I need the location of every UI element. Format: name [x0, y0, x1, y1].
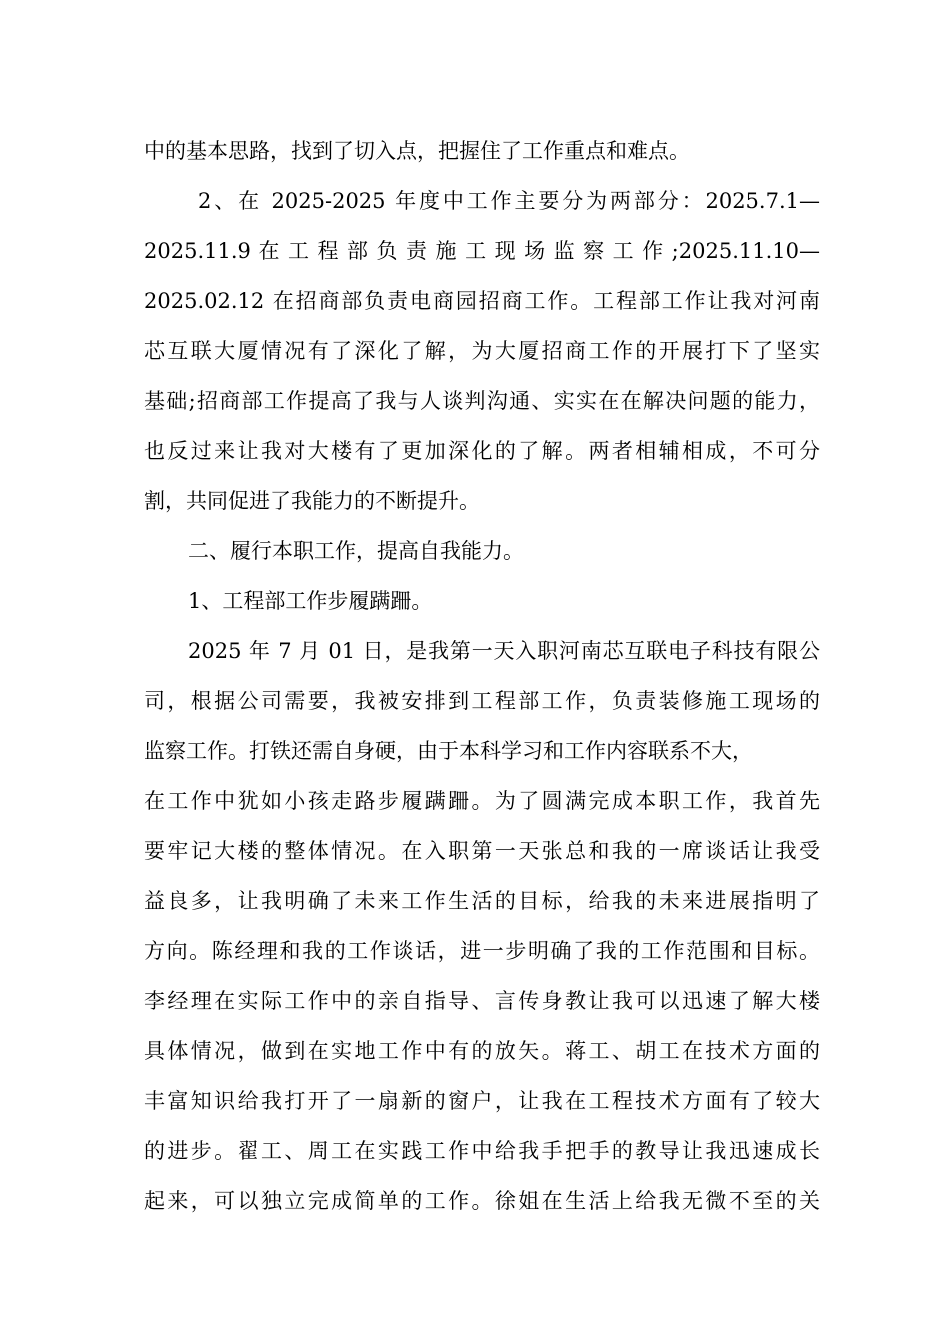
text-line-7: 也反过来让我对大楼有了更加深化的了解。两者相辅相成，不可分 — [144, 439, 820, 463]
text-line-21: 的进步。翟工、周工在实践工作中给我手把手的教导让我迅速成长 — [144, 1139, 820, 1163]
section-heading: 二、履行本职工作，提高自我能力。 — [188, 539, 524, 563]
text-line-17: 方向。陈经理和我的工作谈话，进一步明确了我的工作范围和目标。 — [144, 939, 820, 963]
text-line-13: 监察工作。打铁还需自身硬，由于本科学习和工作内容联系不大， — [144, 739, 753, 763]
text-line-18: 李经理在实际工作中的亲自指导、言传身教让我可以迅速了解大楼 — [144, 989, 820, 1013]
text-line-2: 2、在 2025-2025 年度中工作主要分为两部分：2025.7.1— — [198, 189, 820, 213]
text-line-12: 司，根据公司需要，我被安排到工程部工作，负责装修施工现场的 — [144, 689, 820, 713]
subsection-heading: 1、工程部工作步履蹒跚。 — [188, 589, 433, 613]
text-line-16: 益良多，让我明确了未来工作生活的目标，给我的未来进展指明了 — [144, 889, 820, 913]
text-line-14: 在工作中犹如小孩走路步履蹒跚。为了圆满完成本职工作，我首先 — [144, 789, 820, 813]
text-line-8: 割，共同促进了我能力的不断提升。 — [144, 489, 480, 513]
text-line-20: 丰富知识给我打开了一扇新的窗户，让我在工程技术方面有了较大 — [144, 1089, 820, 1113]
text-line-15: 要牢记大楼的整体情况。在入职第一天张总和我的一席谈话让我受 — [144, 839, 820, 863]
text-line-19: 具体情况，做到在实地工作中有的放矢。蒋工、胡工在技术方面的 — [144, 1039, 820, 1063]
text-line-6: 基础;招商部工作提高了我与人谈判沟通、实实在在解决问题的能力， — [144, 389, 820, 413]
text-line-22: 起来，可以独立完成简单的工作。徐姐在生活上给我无微不至的关 — [144, 1189, 820, 1213]
text-line-11: 2025 年 7 月 01 日，是我第一天入职河南芯互联电子科技有限公 — [188, 639, 820, 663]
text-line-5: 芯互联大厦情况有了深化了解，为大厦招商工作的开展打下了坚实 — [144, 339, 820, 363]
text-line-3: 2025.11.9 在 工 程 部 负 责 施 工 现 场 监 察 工 作 ;2025.11.10— — [144, 239, 820, 263]
text-line-1: 中的基本思路，找到了切入点，把握住了工作重点和难点。 — [144, 139, 690, 163]
text-line-4: 2025.02.12 在招商部负责电商园招商工作。工程部工作让我对河南 — [144, 289, 820, 313]
